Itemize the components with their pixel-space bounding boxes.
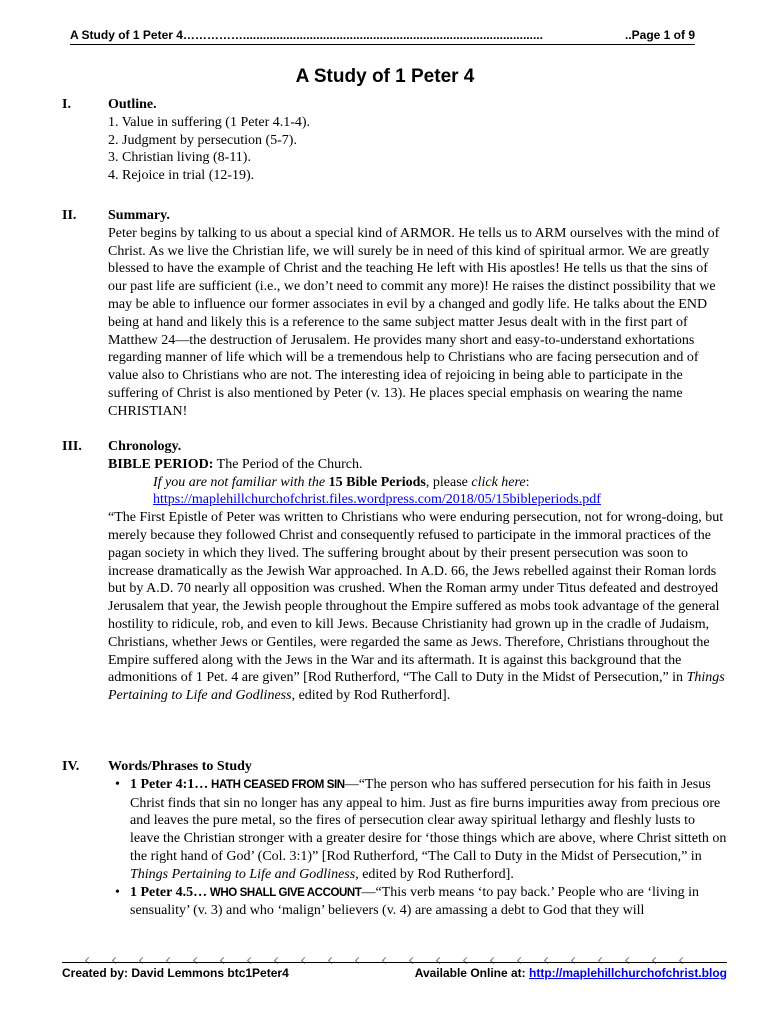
- click-here-link[interactable]: click here: [471, 474, 526, 490]
- footer-blog-link[interactable]: http://maplehillchurchofchrist.blog: [529, 966, 727, 980]
- note-bold: 15 Bible Periods: [328, 474, 426, 490]
- list-item: [108, 776, 728, 884]
- bible-period-label: BIBLE PERIOD:: [108, 456, 214, 472]
- footer-created: Created by: David Lemmons btc1Peter4: [62, 966, 289, 980]
- header-title: A Study of 1 Peter 4……………..........................................................................................: [70, 28, 543, 42]
- section-number: IV.: [62, 759, 80, 774]
- keyword: WHO SHALL GIVE ACCOUNT: [207, 886, 362, 899]
- bible-period-value: The Period of the Church.: [213, 456, 363, 472]
- chronology-quote: [108, 509, 728, 705]
- bible-periods-note: [153, 474, 728, 492]
- verse-ref: 1 Peter 4:1…: [130, 776, 209, 792]
- note-mid: , please: [425, 474, 472, 490]
- words-heading: Words/Phrases to Study: [108, 759, 252, 774]
- summary-heading: Summary.: [108, 208, 170, 223]
- list-item: [108, 884, 728, 921]
- running-header: [70, 28, 695, 45]
- footer: [62, 962, 727, 980]
- document-title: A Study of 1 Peter 4: [295, 66, 475, 87]
- chronology-section: [62, 438, 728, 705]
- note-intro: If you are not familiar with the: [153, 474, 329, 490]
- outline-item: 3. Christian living (8-11).: [108, 150, 251, 166]
- verse-ref: 1 Peter 4.5…: [130, 884, 208, 900]
- item-book-title: Things Pertaining to Life and Godliness: [130, 866, 356, 882]
- outline-section: [62, 96, 728, 185]
- item-text: —“The person who has suffered persecution for his faith in Jesus Christ finds that sin no longer has any appeal to him. Just as fire burns impurities away from precious ore and leaves the pure metal, so the fires of persecution clear away spiritual lethargy and fleshly lusts to leave the Christian stronger with a greater desire for ‘those things which are above, where Christ sitteth on the right hand of God’ (Col. 3:1)” [Rod Rutherford, “The Call to Duty in the Midst of Persecution,” in: [130, 776, 727, 864]
- bible-periods-link[interactable]: https://maplehillchurchofchrist.files.wordpress.com/2018/05/15bibleperiods.pdf: [153, 492, 601, 508]
- outline-list: [108, 114, 728, 185]
- section-number: I.: [62, 97, 71, 112]
- item-end: , edited by Rod Rutherford].: [355, 866, 514, 882]
- bible-period: [108, 456, 728, 474]
- quote-text: “The First Epistle of Peter was written to Christians who were enduring persecution, not for wrong-doing, but merely because they followed Christ and consequently refused to participate in the immoral practices of the pagan society in which they lived. The suffering brought about by their present persecution was soon to increase dramatically as the Jewish War approached. In A.D. 66, the Jews rebelled against their Roman lords but by A.D. 70 nearly all opposition was crushed. When the Roman army under Titus defeated and destroyed Jerusalem that year, the Jewish people throughout the Empire suffered as mobs took advantage of the general hostility to ridicule, rob, and even to kill Jews. Because Christianity had grown up in the cradle of Judaism, Christians, whether Jews or Gentiles, were regarded the same as Jews. Therefore, Christians throughout the Empire suffered along with the Jews in the War and its aftermath. It is against this background that the admonitions of 1 Pet. 4 are given” [Rod Rutherford, “The Call to Duty in the Midst of Persecution,” in: [108, 510, 724, 686]
- quote-end: , edited by Rod Rutherford].: [291, 688, 451, 704]
- outline-item: 2. Judgment by persecution (5-7).: [108, 132, 297, 148]
- outline-heading: Outline.: [108, 97, 157, 112]
- summary-text: Peter begins by talking to us about a special kind of ARMOR. He tells us to ARM ourselves with the mind of Christ. As we live the Christian life, we will surely be in need of this kind of spiritual armor. We are greatly blessed to have the example of Christ and the teaching He left with His apostles! He tells us that the sins of our past life are sufficient (i.e., we don’t need to commit any more)! He raises the distinct possibility that we may be able to influence our former associates in evil by a changed and godly life. He talks about the END being at hand and likely this is a reference to the same subject matter Jesus dealt with in the first part of Matthew 24—the destruction of Jerusalem. He provides many short and easy-to-understand exhortations regarding manner of life which will be a tremendous help to Christians who are facing persecution and of value also to Christians who are not. The interesting idea of rejoicing in being able to participate in the suffering of Christ is also mentioned by Peter (v. 13). He places special emphasis on wearing the name CHRISTIAN!: [108, 225, 720, 419]
- section-number: III.: [62, 439, 82, 454]
- words-section: [62, 758, 728, 920]
- note-end: :: [525, 474, 530, 490]
- outline-item: 1. Value in suffering (1 Peter 4.1-4).: [108, 114, 311, 130]
- bullet: •: [115, 776, 120, 792]
- bullet: •: [115, 884, 120, 900]
- item-text: —“This verb means ‘to pay back.’ People who are ‘living in sensuality’ (v. 3) and who ‘malign’ believers (v. 4) are amassing a debt to God that they will: [130, 884, 700, 919]
- footer-available-label: Available Online at:: [414, 966, 529, 980]
- outline-item: 4. Rejoice in trial (12-19).: [108, 168, 255, 184]
- page-number: ..Page 1 of 9: [624, 28, 695, 42]
- section-number: II.: [62, 208, 77, 223]
- summary-section: [62, 207, 728, 421]
- keyword: HATH CEASED FROM SIN: [208, 778, 345, 791]
- quote-book-title: Things Pertaining to Life and Godliness: [108, 670, 725, 704]
- footer-available: [415, 966, 727, 980]
- chronology-heading: Chronology.: [108, 439, 182, 454]
